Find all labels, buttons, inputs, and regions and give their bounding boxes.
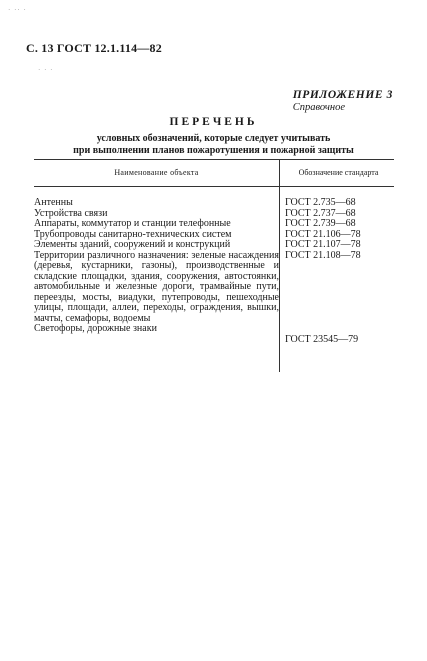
table-row-name: Элементы зданий, сооружений и конструкций <box>34 239 231 250</box>
table-row-standard: ГОСТ 23545—79 <box>285 333 359 345</box>
table-row-standard: ГОСТ 2.739—68 <box>285 218 356 229</box>
table-header <box>34 160 394 186</box>
row-spacer <box>285 261 394 272</box>
row-spacer <box>285 282 394 293</box>
table-body <box>34 187 394 345</box>
row-spacer <box>285 303 394 314</box>
table-row-name: Антенны <box>34 197 73 208</box>
appendix-title: ПРИЛОЖЕНИЕ 3 <box>292 89 393 101</box>
list-subtitle-line-1: условных обозначений, которые следует учитывать <box>96 133 331 144</box>
table-row-standard: ГОСТ 2.737—68 <box>285 207 356 219</box>
table-row-name: Устройства связи <box>34 207 108 219</box>
row-spacer <box>285 324 394 335</box>
table-row-name: Светофоры, дорожные знаки <box>34 323 157 334</box>
row-spacer <box>285 293 394 304</box>
standards-table <box>34 159 394 345</box>
appendix-subtitle: Справочное <box>292 102 345 113</box>
table-row-standard: ГОСТ 2.735—68 <box>285 197 356 208</box>
list-subtitle <box>0 133 427 157</box>
table-row-standard: ГОСТ 21.106—78 <box>285 228 361 240</box>
standard-column <box>279 187 394 345</box>
list-title: ПЕРЕЧЕНЬ <box>169 116 258 128</box>
table-row-name: Аппараты, коммутатор и станции телефонные <box>34 218 231 229</box>
header-object-name: Наименование объекта <box>114 167 199 177</box>
appendix-label <box>293 89 393 113</box>
list-subtitle-line-2: при выполнении планов пожаротушения и пожарной защиты <box>73 145 354 156</box>
table-row-name: Территории различного назначения: зеленые насаждения (деревья, кустарники, газоны), производственные и складские площадки, здания, сооружения, автостоянки, автомобильные и железные дороги, трамвайные пути, переезды, мосты, виадуки, путепроводы, пешеходные улицы, площади, аллеи, переходы, ограждения, вышки, мачты, семафоры, водоемы <box>34 249 279 324</box>
table-row-name: Трубопроводы санитарно-технических систем <box>34 228 232 240</box>
header-standard: Обозначение стандарта <box>298 167 379 177</box>
row-spacer <box>285 272 394 283</box>
object-name-column <box>34 187 279 345</box>
page-header: С. 13 ГОСТ 12.1.114—82 <box>26 41 162 55</box>
column-divider <box>279 160 280 372</box>
scan-artifact: · ·· · <box>8 6 27 14</box>
table-row-standard: ГОСТ 21.107—78 <box>285 239 361 250</box>
table-row-standard: ГОСТ 21.108—78 <box>285 249 361 261</box>
scan-artifact: · · · <box>38 66 54 74</box>
row-spacer <box>285 314 394 325</box>
